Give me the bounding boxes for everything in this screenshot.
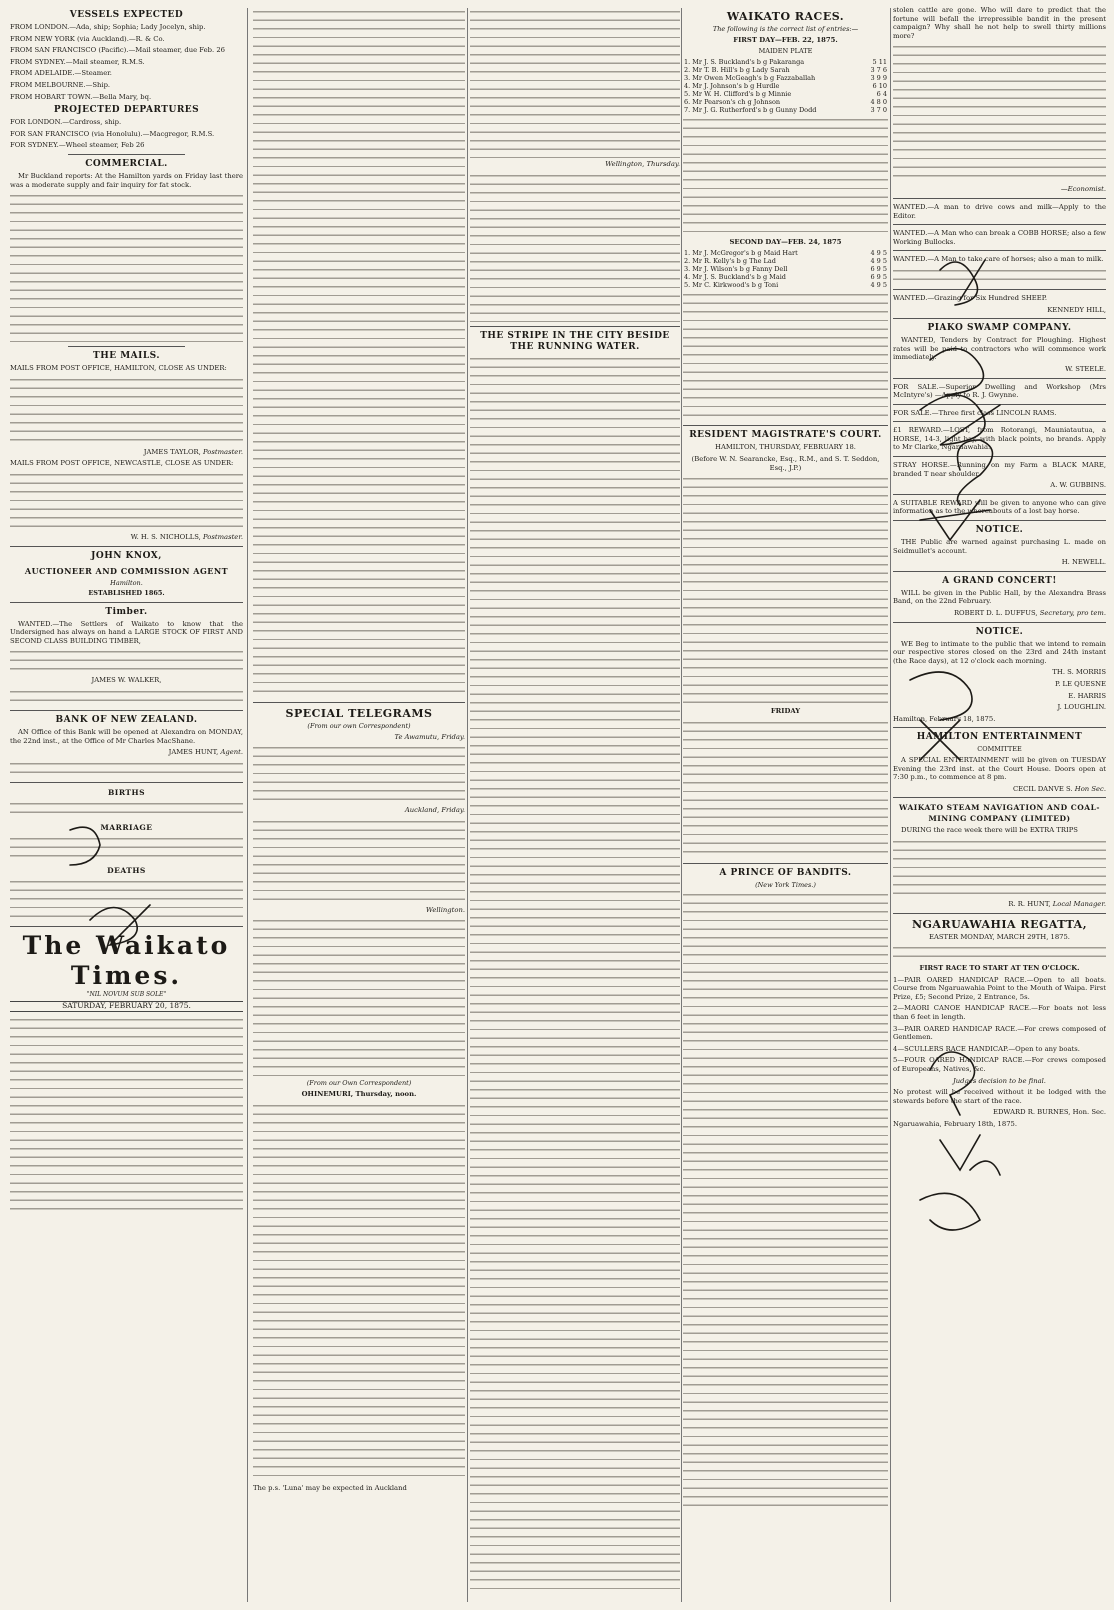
column-rule: [681, 8, 682, 1602]
court-report: [683, 475, 888, 705]
race-entries-second-more: [683, 291, 888, 421]
regatta-race: 4—SCULLERS RACE HANDICAP.—Open to any boats.: [893, 1044, 1080, 1053]
stray-horse-sign: A. W. GUBBINS.: [1050, 481, 1106, 490]
economist-sign: —Economist.: [1060, 185, 1106, 194]
vessel-line: FROM SYDNEY.—Mail steamer, R.M.S.: [10, 57, 145, 66]
commercial-text: [10, 192, 243, 342]
concert-sign: ROBERT D. L. DUFFUS, Secretary, pro tem.: [953, 609, 1106, 617]
piako-text: WANTED, Tenders by Contract for Ploughing. Highest rates will be paid to contractors who will commence work immediately.: [893, 336, 1106, 362]
bandits-heading: A PRINCE OF BANDITS.: [719, 867, 852, 878]
masthead: The Waikato Times.: [22, 930, 231, 990]
timber-text: WANTED.—The Settlers of Waikato to know that the Undersigned has always on hand a LARGE STOCK OF FIRST AND SECOND CLASS BUILDING TIMBER,: [10, 619, 243, 645]
mails2-signature: W. H. S. NICHOLLS, Postmaster.: [130, 532, 243, 541]
ohinemuri-dateline: OHINEMURI, Thursday, noon.: [301, 1089, 417, 1098]
wellington-dateline: Wellington, Thursday.: [605, 160, 680, 168]
bandits-article: [683, 891, 888, 1511]
concert-text: WILL be given in the Public Hall, by the Alexandra Brass Band, on the 22nd February.: [893, 588, 1106, 606]
departure-line: FOR SYDNEY.—Wheel steamer, Feb 26: [10, 141, 145, 150]
marriage-text: [10, 835, 243, 861]
regatta-race: 5—FOUR OARED HANDICAP RACE.—For crews composed of Europeans, Natives, &c.: [893, 1056, 1106, 1074]
wanted-ad-details: [893, 267, 1106, 285]
race-entry: 5. Mr C. Kirkwood's b g Toni 4 9 5: [684, 281, 887, 290]
special-telegrams-sub: (From our own Correspondent): [307, 722, 411, 730]
piako-heading: PIAKO SWAMP COMPANY.: [927, 323, 1072, 334]
telegram-text-3: [253, 917, 465, 1077]
dateline-auckland: Auckland, Friday.: [404, 806, 465, 815]
leader-article: [10, 1016, 243, 1216]
knox-place: Hamilton.: [110, 578, 143, 587]
column-3: [470, 6, 680, 1604]
timber-details: [10, 648, 243, 674]
knox-line: AUCTIONEER AND COMMISSION AGENT: [24, 565, 229, 576]
notice2-name: J. LOUGHLIN.: [1057, 703, 1106, 712]
for-sale-ad: FOR SALE.—Superior Dwelling and Workshop (Mrs McIntyre's) —Apply to R. J. Gwynne.: [893, 382, 1106, 400]
bank-signature: JAMES HUNT, Agent.: [168, 748, 243, 757]
stripe-heading: THE STRIPE IN THE CITY BESIDE THE RUNNING WATER.: [480, 330, 670, 352]
vessels-expected-heading: VESSELS EXPECTED: [69, 10, 184, 20]
race-entries-more: [683, 116, 888, 236]
mails2-text: [10, 471, 243, 531]
steam-text: DURING the race week there will be EXTRA TRIPS: [901, 826, 1078, 835]
wanted-ad-4-sign: KENNEDY HILL,: [1047, 305, 1106, 314]
economist-intro: stolen cattle are gone. Who will dare to predict that the fortune will befall the irrepressible bandit in the present campaign? Why shall he not help to swell thirty millions more?: [893, 6, 1106, 40]
regatta-closing: No protest will be received without it be lodged with the stewards before the start of the race.: [893, 1088, 1106, 1105]
maiden-plate-heading: MAIDEN PLATE: [758, 47, 813, 56]
mails-heading: THE MAILS.: [93, 351, 160, 362]
deaths-text: [10, 878, 243, 922]
steam-sign: R. R. HUNT, Local Manager.: [1008, 899, 1106, 908]
entertainment-text: A SPECIAL ENTERTAINMENT will be given on TUESDAY Evening the 23rd inst. at the Court House. Doors open at 7:30 p.m., to commence at 8 pm.: [893, 755, 1106, 782]
entertainment-sign: CECIL DANVE S. Hon Sec.: [1012, 784, 1106, 793]
resident-magistrate-heading: RESIDENT MAGISTRATE'S COURT.: [689, 430, 882, 441]
regatta-race: 1—PAIR OARED HANDICAP RACE.—Open to all boats. Course from Ngaruawahia Point to the Mouth of Waipa. First Prize, £5; Second Prize, 2 Entrance, 5s.: [893, 975, 1106, 1001]
friday-report: [683, 719, 888, 859]
economist-article: [893, 43, 1106, 183]
regatta-race: 3—PAIR OARED HANDICAP RACE.—For crews composed of Gentlemen.: [893, 1024, 1106, 1042]
commercial-lead: Mr Buckland reports: At the Hamilton yards on Friday last there was a moderate supply and fair inquiry for fat stock.: [10, 171, 243, 189]
mails2-lead: MAILS FROM POST OFFICE, NEWCASTLE, CLOSE AS UNDER:: [10, 459, 234, 468]
bandits-source: (New York Times.): [755, 880, 816, 889]
dateline-wellington: Wellington.: [425, 905, 465, 914]
races-sub: The following is the correct list of entries:—: [712, 25, 859, 33]
column-1: [10, 6, 243, 1604]
stripe-article: [470, 355, 680, 1595]
wanted-ad-3: WANTED.—A Man to take care of horses; also a man to milk.: [893, 255, 1104, 264]
second-day-table: [683, 249, 888, 289]
vessel-line: FROM SAN FRANCISCO (Pacific).—Mail steamer, due Feb. 26: [10, 46, 225, 55]
regatta-committee: [893, 944, 1106, 962]
first-day-table: [683, 58, 888, 114]
bank-heading: BANK OF NEW ZEALAND.: [55, 715, 198, 726]
wanted-ad-4: WANTED.—Grazing for Six Hundred SHEEP.: [893, 293, 1048, 302]
column-rule: [247, 8, 248, 1602]
vessel-line: FROM ADELAIDE.—Steamer.: [10, 69, 112, 78]
notice-sign: H. NEWELL.: [1061, 558, 1106, 567]
births-text: [10, 800, 243, 818]
column-rule: [467, 8, 468, 1602]
steam-trips: [893, 838, 1106, 898]
departure-line: FOR SAN FRANCISCO (via Honolulu).—Macgregor, R.M.S.: [10, 129, 215, 138]
wanted-ad-2: WANTED.—A Man who can break a COBB HORSE; also a few Working Bullocks.: [893, 229, 1106, 246]
column-rule: [890, 8, 891, 1602]
race-entry: 1. Mr J. S. Buckland's b g Pakaranga 5 11: [684, 57, 887, 66]
ohinemuri-text: [253, 1102, 465, 1482]
steam-heading: WAIKATO STEAM NAVIGATION AND COAL-MINING COMPANY (LIMITED): [899, 803, 1100, 824]
wanted-ad-1: WANTED.—A man to drive cows and milk—Apply to the Editor.: [893, 202, 1106, 220]
court-bench: (Before W. N. Searancke, Esq., R.M., and S. T. Seddon, Esq., J.P.): [691, 454, 880, 472]
regatta-judges: Judges decision to be final.: [953, 1076, 1046, 1085]
deaths-heading: DEATHS: [107, 865, 146, 875]
suitable-reward-ad: A SUITABLE REWARD will be given to anyone who can give information as to the whereabouts of a lost bay horse.: [893, 498, 1106, 516]
vessel-line: FROM NEW YORK (via Auckland).—R. & Co.: [10, 34, 165, 43]
knox-established: ESTABLISHED 1865.: [88, 589, 165, 598]
mails-signature: JAMES TAYLOR, Postmaster.: [143, 447, 243, 456]
vessel-line: FROM MELBOURNE.—Ship.: [10, 80, 111, 89]
article-text: [470, 8, 680, 158]
column-4: [683, 6, 888, 1604]
first-day-heading: FIRST DAY—FEB. 22, 1875.: [733, 35, 838, 44]
special-telegrams-heading: SPECIAL TELEGRAMS: [285, 707, 433, 720]
bank-notice-2: [10, 760, 243, 778]
telegram-text-2: [253, 818, 465, 904]
column-5: [893, 6, 1106, 1604]
dateline-te-awamutu: Te Awamutu, Friday.: [394, 732, 465, 741]
notice2-name: E. HARRIS: [1068, 691, 1106, 700]
timber-signature: JAMES W. WALKER,: [91, 676, 162, 685]
telegram-sub: (From our Own Correspondent): [306, 1079, 412, 1088]
regatta-date: EASTER MONDAY, MARCH 29TH, 1875.: [929, 932, 1070, 941]
timber-address: [10, 688, 243, 706]
regatta-race: 2—MAORI CANOE HANDICAP RACE.—For boats not less than 6 feet in length.: [893, 1004, 1106, 1022]
telegram-text-1: [253, 744, 465, 804]
closing-line: The p.s. 'Luna' may be expected in Auckland: [253, 1483, 407, 1492]
notice2-heading: NOTICE.: [975, 626, 1024, 637]
friday-heading: FRIDAY: [770, 707, 801, 716]
notice2-name: P. LE QUESNE: [1055, 679, 1106, 688]
masthead-motto: "NIL NOVUM SUB SOLE": [86, 990, 167, 998]
commercial-heading: COMMERCIAL.: [85, 158, 168, 169]
vessel-line: FROM LONDON.—Ada, ship; Sophia; Lady Jocelyn, ship.: [10, 23, 206, 31]
notice-heading: NOTICE.: [975, 525, 1024, 536]
races-heading: WAIKATO RACES.: [726, 10, 845, 23]
race-entry: 1. Mr J. McGregor's b g Maid Hart 4 9 5: [684, 249, 887, 258]
entertainment-sub: COMMITTEE: [977, 745, 1022, 754]
issue-date: SATURDAY, FEBRUARY 20, 1875.: [10, 1001, 243, 1012]
notice-text: THE Public are warned against purchasing L. made on Seidmullet's account.: [893, 538, 1106, 555]
entertainment-heading: HAMILTON ENTERTAINMENT: [916, 732, 1083, 743]
race-entry: 4. Mr J. Johnson's b g Hurdle 6 10: [684, 81, 887, 90]
births-heading: BIRTHS: [107, 787, 146, 797]
vessel-line: FROM HOBART TOWN.—Bella Mary, bq.: [10, 92, 152, 101]
race-entry: 2. Mr R. Kelly's b g The Lad 4 9 5: [684, 257, 887, 266]
mails-lead: MAILS FROM POST OFFICE, HAMILTON, CLOSE AS UNDER:: [10, 364, 227, 373]
knox-name: JOHN KNOX,: [91, 550, 162, 561]
piako-sign: W. STEELE.: [1065, 364, 1106, 373]
notice2-name: TH. S. MORRIS: [1052, 668, 1106, 677]
race-entry: 6. Mr Pearson's ch g Johnson 4 8 0: [684, 97, 887, 106]
regatta-first-race: FIRST RACE TO START AT TEN O'CLOCK.: [919, 964, 1080, 973]
stray-horse-ad: STRAY HORSE.—Running on my Farm a BLACK MARE, branded T near shoulder.: [893, 461, 1106, 478]
marriage-heading: MARRIAGE: [100, 822, 153, 832]
second-day-heading: SECOND DAY—FEB. 24, 1875: [729, 237, 842, 246]
race-entry: 3. Mr J. Wilson's b g Fanny Dell 6 9 5: [684, 265, 887, 274]
bank-text: AN Office of this Bank will be opened at Alexandra on MONDAY, the 22nd inst., at the Office of Mr Charles MacShane.: [10, 728, 243, 745]
court-dateline: HAMILTON, THURSDAY, FEBRUARY 18.: [715, 443, 856, 452]
reward-ad: £1 REWARD.—LOST, from Rotorangi, Mauniatautua, a HORSE, 14-3, light bay, with black points, no brands. Apply to Mr Clarke, Ngaruawahia.: [893, 426, 1106, 452]
notice2-text: WE Beg to intimate to the public that we intend to remain our respective stores closed on the 23rd and 24th instant (the Race days), at 12 o'clock each morning.: [893, 639, 1106, 665]
concert-heading: A GRAND CONCERT!: [942, 575, 1057, 586]
timber-heading: Timber.: [105, 606, 148, 617]
regatta-sign: EDWARD R. BURNES, Hon. Sec.: [993, 1108, 1106, 1117]
race-entry: 5. Mr W. H. Clifford's b g Minnie 6 4: [684, 89, 887, 98]
race-entry: 2. Mr T. B. Hill's b g Lady Sarah 3 7 6: [684, 65, 887, 74]
race-entry: 3. Mr Owen McGeagh's b g Fazzaballah 3 9 9: [684, 73, 887, 82]
regatta-heading: NGARUAWAHIA REGATTA,: [911, 917, 1088, 931]
notice2-date: Hamilton, February 18, 1875.: [893, 714, 996, 723]
lincoln-rams-ad: FOR SALE.—Three first class LINCOLN RAMS.: [893, 408, 1057, 417]
regatta-date-line: Ngaruawahia, February 18th, 1875.: [893, 1120, 1018, 1128]
wellington-text: [470, 172, 680, 322]
race-entry: 4. Mr J. S. Buckland's b g Maid 6 9 5: [684, 273, 887, 282]
mails-text: [10, 376, 243, 446]
departure-line: FOR LONDON.—Cardross, ship.: [10, 118, 122, 127]
article-continued: [253, 8, 465, 698]
departures-heading: PROJECTED DEPARTURES: [53, 105, 200, 116]
race-entry: 7. Mr J. G. Rutherford's b g Gunny Dodd 3 7 0: [684, 105, 887, 114]
column-2: [253, 6, 465, 1604]
